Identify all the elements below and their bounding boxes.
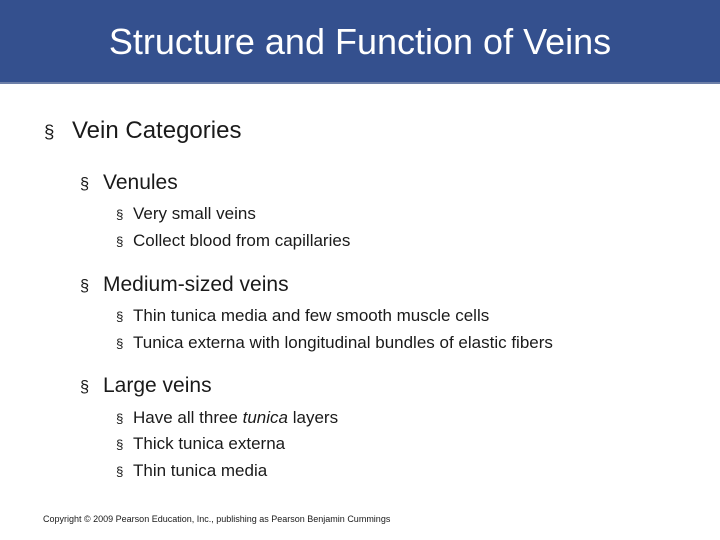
bullet-icon: § <box>116 437 124 452</box>
bullet-item: Medium-sized veins <box>103 273 289 296</box>
bullet-item: Have all three tunica layers <box>133 408 339 427</box>
bullet-item: Thick tunica externa <box>133 434 286 453</box>
bullet-icon: § <box>116 336 124 351</box>
bullet-item: Thin tunica media <box>133 461 268 480</box>
bullet-icon: § <box>80 277 90 295</box>
bullet-item: Collect blood from capillaries <box>133 231 351 250</box>
bullet-icon: § <box>116 207 124 222</box>
copyright-footer: Copyright © 2009 Pearson Education, Inc., publishing as Pearson Benjamin Cummings <box>43 514 391 524</box>
bullet-item: Thin tunica media and few smooth muscle cells <box>133 306 490 325</box>
bullet-icon: § <box>116 234 124 249</box>
slide-title: Structure and Function of Veins <box>108 21 612 62</box>
bullet-icon: § <box>80 378 90 396</box>
bullet-item: Tunica externa with longitudinal bundles of elastic fibers <box>133 333 553 352</box>
bullet-icon: § <box>44 121 55 142</box>
bullet-item: Vein Categories <box>72 117 242 144</box>
bullet-icon: § <box>116 411 124 426</box>
bullet-item: Very small veins <box>133 204 256 223</box>
bullet-icon: § <box>116 309 124 324</box>
bullet-item: Large veins <box>103 374 212 397</box>
italic-term: tunica <box>242 408 288 427</box>
bullet-icon: § <box>80 175 90 193</box>
bullet-icon: § <box>116 464 124 479</box>
bullet-item: Venules <box>103 171 178 194</box>
